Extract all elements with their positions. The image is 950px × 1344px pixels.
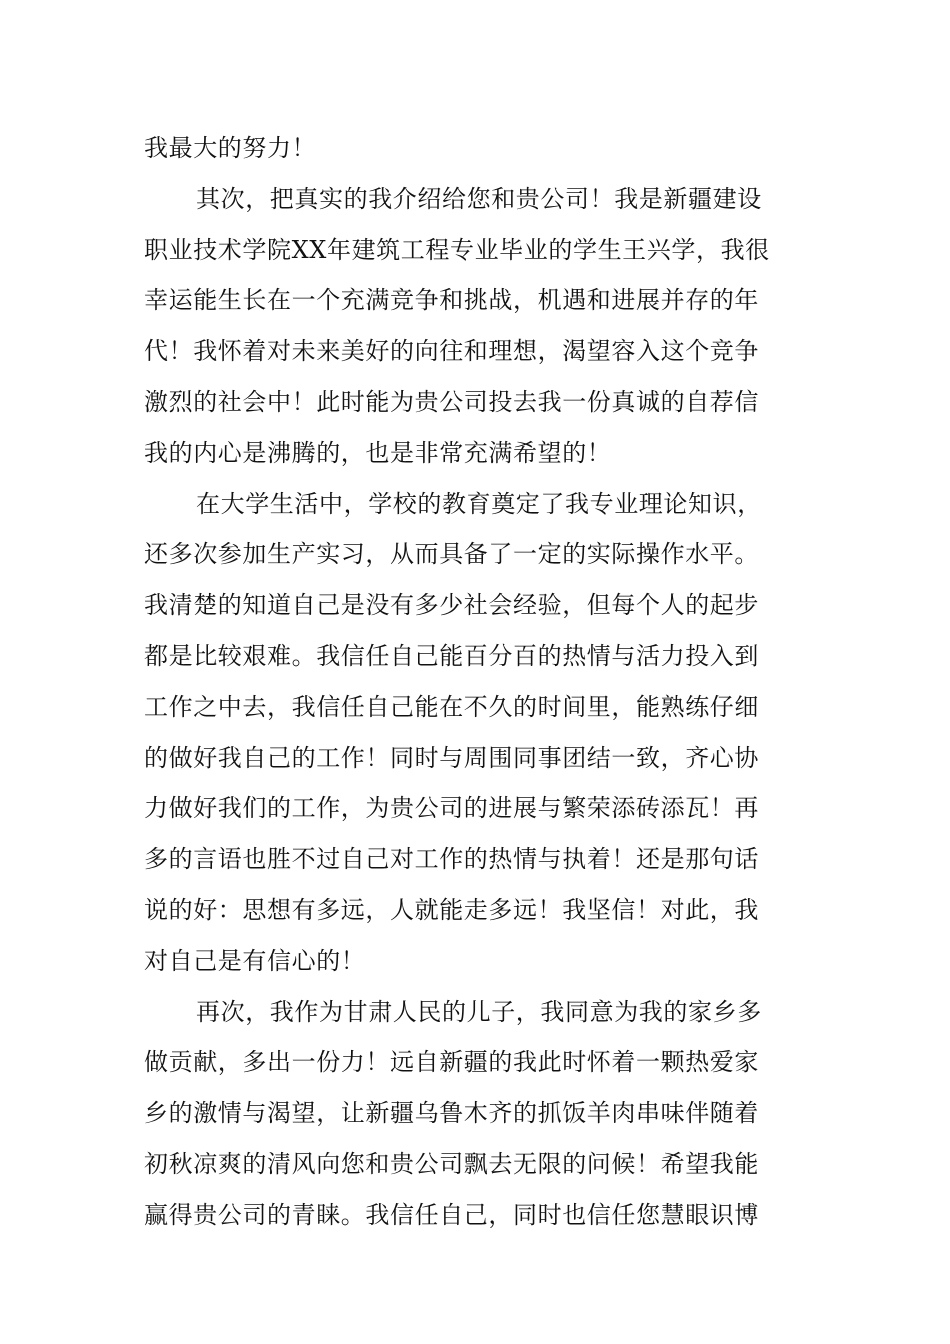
text-line: 职业技术学院XX年建筑工程专业毕业的学生王兴学，我很 (144, 235, 770, 264)
text-line: 多的言语也胜不过自己对工作的热情与执着！还是那句话 (144, 845, 759, 874)
text-line: 做贡献，多出一份力！远自新疆的我此时怀着一颗热爱家 (144, 1048, 759, 1077)
text-line: 乡的激情与渴望，让新疆乌鲁木齐的抓饭羊肉串味伴随着 (144, 1099, 759, 1128)
text-line: 的做好我自己的工作！同时与周围同事团结一致，齐心协 (144, 743, 759, 772)
document-body (144, 123, 806, 1241)
paragraph-first-line: 其次，把真实的我介绍给您和贵公司！我是新疆建设 (196, 184, 762, 213)
text-line: 对自己是有信心的！ (144, 946, 366, 975)
paragraph-first-line: 在大学生活中，学校的教育奠定了我专业理论知识， (196, 489, 762, 518)
text-line: 赢得贵公司的青睐。我信任自己，同时也信任您慧眼识博 (144, 1200, 759, 1229)
text-line: 我的内心是沸腾的，也是非常充满希望的！ (144, 438, 612, 467)
text-line: 还多次参加生产实习，从而具备了一定的实际操作水平。 (144, 540, 759, 569)
text-line: 力做好我们的工作，为贵公司的进展与繁荣添砖添瓦！再 (144, 794, 759, 823)
text-line: 代！我怀着对未来美好的向往和理想，渴望容入这个竞争 (144, 337, 759, 366)
text-line: 幸运能生长在一个充满竞争和挑战，机遇和进展并存的年 (144, 286, 759, 315)
text-line: 我清楚的知道自己是没有多少社会经验，但每个人的起步 (144, 591, 759, 620)
text-line: 都是比较艰难。我信任自己能百分百的热情与活力投入到 (144, 641, 759, 670)
text-line: 我最大的努力！ (144, 134, 317, 162)
text-line: 激烈的社会中！此时能为贵公司投去我一份真诚的自荐信 (144, 387, 759, 416)
paragraph-first-line: 再次，我作为甘肃人民的儿子，我同意为我的家乡多 (196, 997, 762, 1026)
text-line: 工作之中去，我信任自己能在不久的时间里，能熟练仔细 (144, 692, 759, 721)
text-line: 初秋凉爽的清风向您和贵公司飘去无限的问候！希望我能 (144, 1149, 759, 1178)
text-line: 说的好：思想有多远，人就能走多远！我坚信！对此，我 (144, 895, 759, 924)
